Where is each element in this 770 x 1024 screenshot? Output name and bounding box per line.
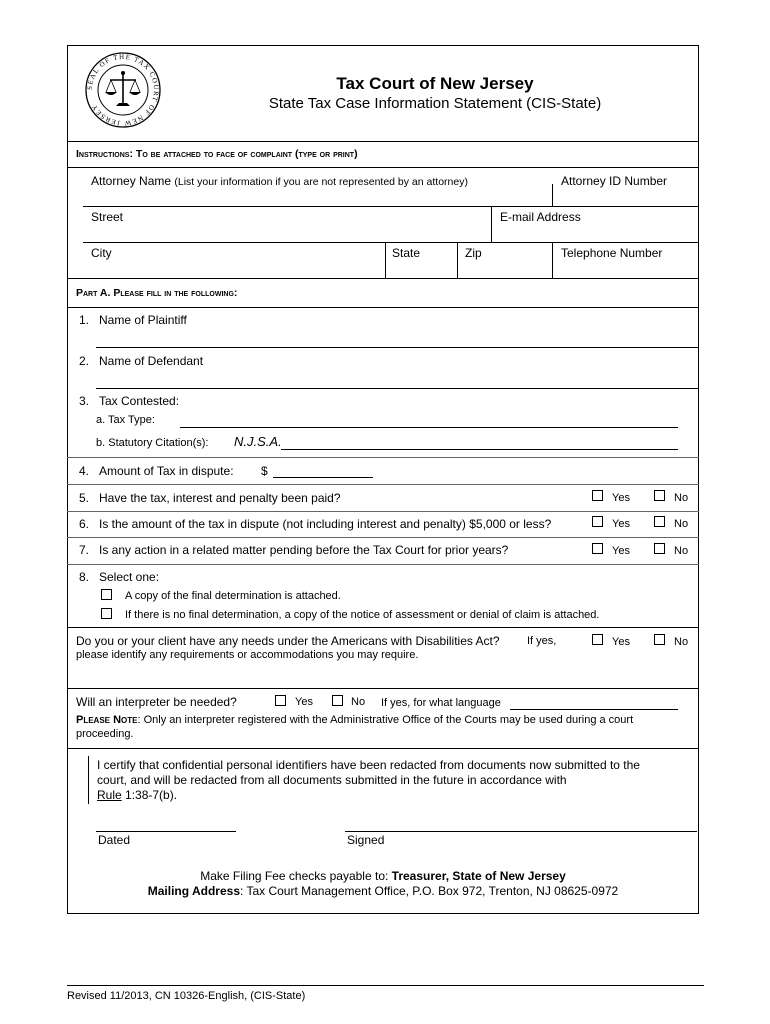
q4-label: Amount of Tax in dispute: [99,464,234,478]
attorney-name-label: Attorney Name (List your information if you are not represented by an attorney) [91,174,468,188]
attorney-id-label: Attorney ID Number [561,174,668,188]
ada-requirements-text: please identify any requirements or accommodations you may require. [76,649,419,661]
q2-number: 2. [79,354,90,368]
tax-amount-field[interactable] [273,477,373,478]
interpreter-language-label: If yes, for what language [381,697,501,709]
q3-label: Tax Contested: [99,394,180,408]
interpreter-note: Please Note: Only an interpreter registered with the Administrative Office of the Courts may be used during a court [76,714,634,726]
q7-yes-label: Yes [612,545,630,557]
tax-type-field[interactable] [180,427,678,428]
certify-line-2: court, and will be redacted from all documents submitted in the future in accordance with [97,773,567,787]
mailing-address-line: Mailing Address: Tax Court Management Office, P.O. Box 972, Trenton, NJ 08625-0972 [147,884,619,898]
tax-type-label: a. Tax Type: [96,414,155,426]
q5-number: 5. [79,491,90,505]
state-label: State [392,246,421,260]
q7-number: 7. [79,543,90,557]
q7-no-label: No [674,545,689,557]
telephone-label: Telephone Number [561,246,663,260]
q6-number: 6. [79,517,90,531]
statutory-citation-label: b. Statutory Citation(s): [96,437,209,449]
q7-yes-checkbox[interactable] [592,543,603,554]
signed-label: Signed [347,833,385,847]
street-label: Street [91,210,124,224]
interpreter-no-checkbox[interactable] [332,695,343,706]
court-title: Tax Court of New Jersey [336,74,534,93]
q6-yes-checkbox[interactable] [592,516,603,527]
q8-number: 8. [79,570,90,584]
city-label: City [91,246,112,260]
q8-final-determination-checkbox[interactable] [101,589,112,600]
q6-yes-label: Yes [612,518,630,530]
zip-label: Zip [465,246,482,260]
q7-label: Is any action in a related matter pending before the Tax Court for prior years? [99,543,509,557]
court-seal-icon [84,48,162,132]
interpreter-no-label: No [351,696,366,708]
signature-field[interactable] [345,831,697,832]
ada-yes-label: Yes [612,636,630,648]
part-a-heading: Part A. Please fill in the following: [76,287,238,299]
filing-fee-line: Make Filing Fee checks payable to: Treasurer, State of New Jersey [200,869,566,883]
ada-question: Do you or your client have any needs under the Americans with Disabilities Act? [76,634,500,648]
q4-number: 4. [79,464,90,478]
revision-footer: Revised 11/2013, CN 10326-English, (CIS-State) [67,990,306,1002]
defendant-field[interactable] [96,388,699,389]
q5-yes-label: Yes [612,492,630,504]
q6-no-checkbox[interactable] [654,516,665,527]
q2-label: Name of Defendant [99,354,204,368]
interpreter-yes-label: Yes [295,696,313,708]
q8-label: Select one: [99,570,160,584]
instructions-heading: Instructions: To be attached to face of complaint (type or print) [76,148,358,160]
q8-no-determination-checkbox[interactable] [101,608,112,619]
dated-field[interactable] [96,831,236,832]
email-label: E-mail Address [500,210,581,224]
certify-line-1: I certify that confidential personal identifiers have been redacted from documents now submitted to the [97,758,640,772]
ada-yes-checkbox[interactable] [592,634,603,645]
certify-rule: Rule 1:38-7(b). [97,788,178,802]
q1-label: Name of Plaintiff [99,313,187,327]
q5-no-checkbox[interactable] [654,490,665,501]
q5-no-label: No [674,492,689,504]
q5-label: Have the tax, interest and penalty been paid? [99,491,341,505]
interpreter-language-field[interactable] [510,709,678,710]
currency-symbol: $ [261,464,268,478]
ada-no-label: No [674,636,689,648]
ada-if-yes: If yes, [527,635,557,647]
q6-no-label: No [674,518,689,530]
statutory-citation-field[interactable] [281,449,678,450]
q6-label: Is the amount of the tax in dispute (not including interest and penalty) $5,000 or less? [99,517,552,531]
interpreter-note-line2: proceeding. [76,728,134,740]
q5-yes-checkbox[interactable] [592,490,603,501]
seal-text: SEAL OF THE TAX COURT OF NEW JERSEY [85,52,161,128]
plaintiff-field[interactable] [96,347,699,348]
q8-option-2: If there is no final determination, a copy of the notice of assessment or denial of claim is attached. [125,609,600,621]
interpreter-question: Will an interpreter be needed? [76,695,237,709]
form-subtitle: State Tax Case Information Statement (CIS-State) [268,95,602,112]
q8-option-1: A copy of the final determination is attached. [125,590,341,602]
interpreter-yes-checkbox[interactable] [275,695,286,706]
dated-label: Dated [98,833,131,847]
q7-no-checkbox[interactable] [654,543,665,554]
ada-no-checkbox[interactable] [654,634,665,645]
q1-number: 1. [79,313,90,327]
njsa-prefix: N.J.S.A. [234,434,282,449]
q3-number: 3. [79,394,90,408]
